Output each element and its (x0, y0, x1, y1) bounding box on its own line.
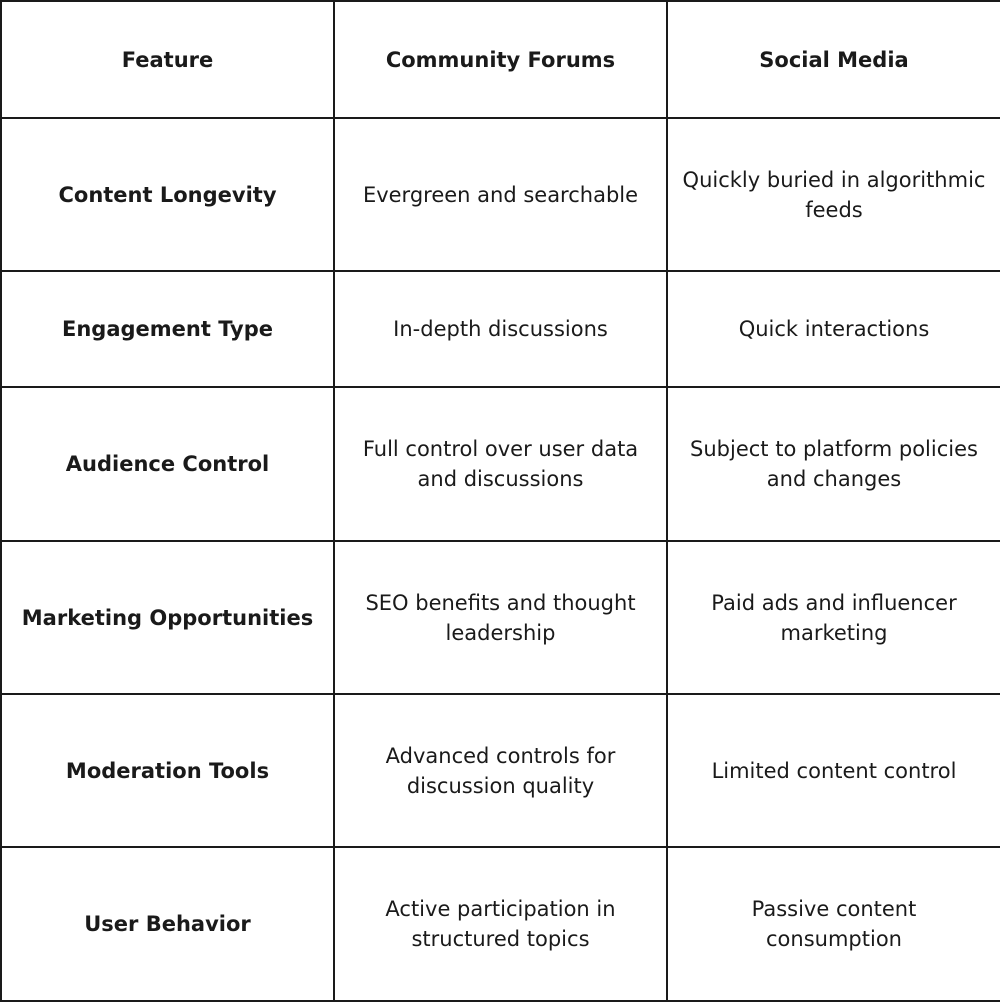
social-cell: Limited content control (667, 694, 1000, 847)
feature-cell: User Behavior (1, 847, 334, 1001)
social-cell: Quickly buried in algorithmic feeds (667, 118, 1000, 271)
table-row (1, 847, 1000, 1001)
social-cell: Subject to platform policies and changes (667, 387, 1000, 541)
table-row (1, 541, 1000, 694)
feature-cell: Marketing Opportunities (1, 541, 334, 694)
feature-cell: Audience Control (1, 387, 334, 541)
header-community-forums: Community Forums (334, 1, 667, 118)
table-header-row (1, 1, 1000, 118)
social-cell: Paid ads and influencer marketing (667, 541, 1000, 694)
feature-cell: Moderation Tools (1, 694, 334, 847)
header-social-media: Social Media (667, 1, 1000, 118)
table-row (1, 387, 1000, 541)
forums-cell: Active participation in structured topics (334, 847, 667, 1001)
forums-cell: SEO benefits and thought leadership (334, 541, 667, 694)
social-cell: Quick interactions (667, 271, 1000, 387)
feature-cell: Content Longevity (1, 118, 334, 271)
header-feature: Feature (1, 1, 334, 118)
forums-cell: Full control over user data and discussions (334, 387, 667, 541)
social-cell: Passive content consumption (667, 847, 1000, 1001)
table-row (1, 694, 1000, 847)
forums-cell: Advanced controls for discussion quality (334, 694, 667, 847)
table-row (1, 118, 1000, 271)
table-row (1, 271, 1000, 387)
forums-cell: In-depth discussions (334, 271, 667, 387)
forums-cell: Evergreen and searchable (334, 118, 667, 271)
feature-cell: Engagement Type (1, 271, 334, 387)
